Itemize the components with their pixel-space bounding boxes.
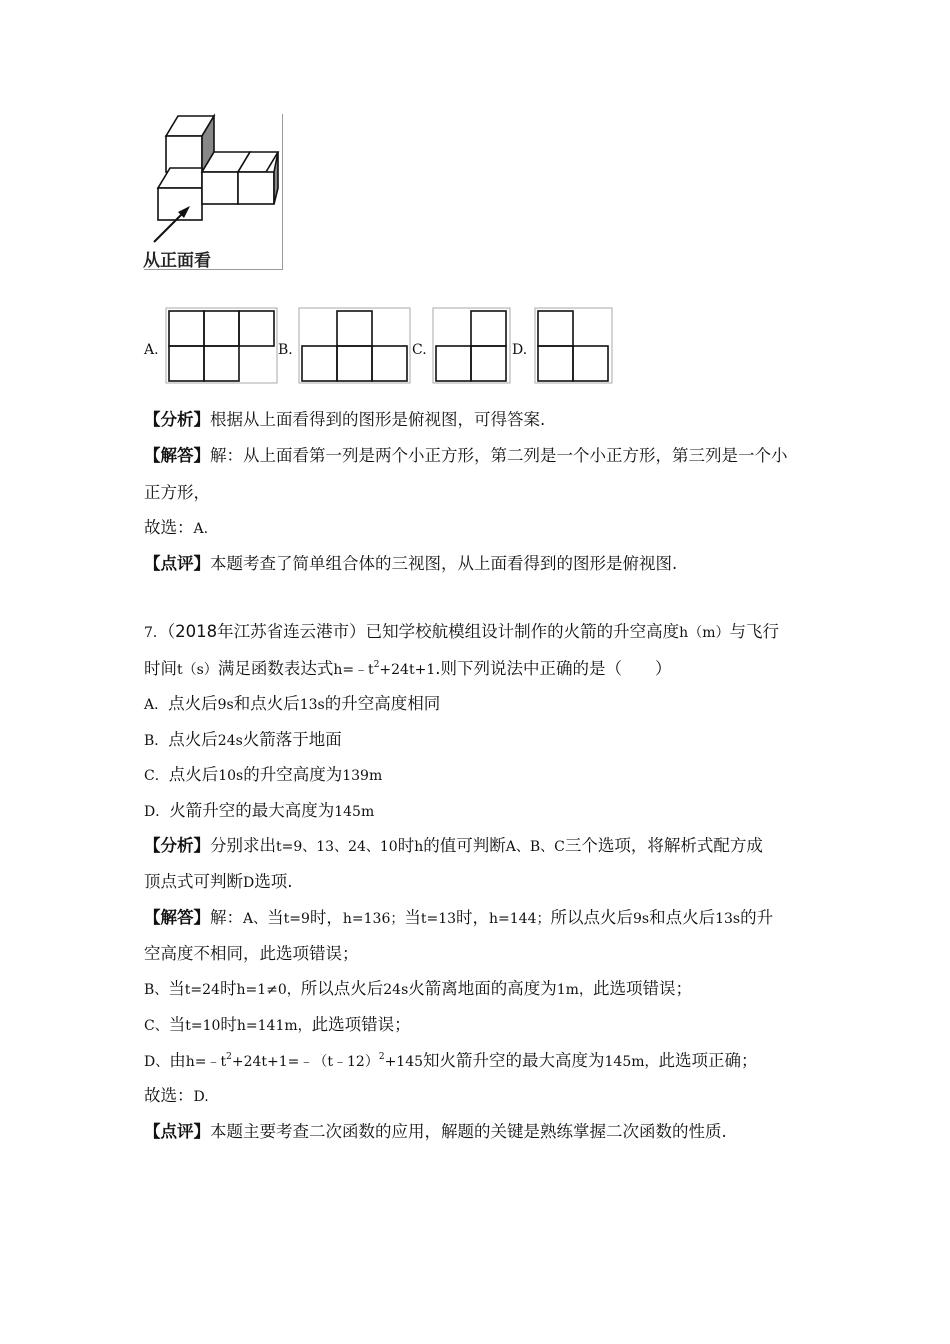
q7-s4-formula	[186, 1054, 423, 1070]
q6-answer-text-1: 解：从上面看第一列是两个小正方形，第二列是一个小正方形，第三列是一个小	[210, 446, 788, 465]
q6-comment	[144, 554, 677, 574]
q7-option-b-letter: B．	[144, 733, 169, 749]
q7-s4-exponent-2: 2	[378, 1052, 385, 1062]
q7-s3-text-a: C、	[144, 1018, 169, 1034]
q7-s4-formula-3: +145	[384, 1054, 424, 1070]
q7-s4-formula-2: +24t+1=﹣（t﹣12）	[231, 1054, 379, 1070]
q7-s1-text-c: 当	[267, 908, 284, 927]
q7-s1-text-a: 解：	[210, 908, 243, 927]
q7-choose-label: 故选：	[144, 1086, 194, 1105]
q7-analysis-line2	[144, 872, 292, 893]
q7-stem-text-1: （2018年江苏省连云港市）已知学校航模组设计制作的火箭的升空高度	[166, 622, 680, 641]
q7-answer-tag: 【解答】	[144, 908, 210, 927]
q7-answer-step1	[144, 908, 773, 929]
q7-s2-text-e: h=1≠0，	[236, 982, 301, 998]
q7-s1-text-e: 时，	[309, 908, 343, 927]
q7-answer-step4	[144, 1051, 758, 1072]
q7-number: 7．	[144, 625, 167, 641]
q7-answer-step3	[144, 1015, 411, 1036]
q7-analysis-line1	[144, 836, 763, 857]
q7-option-d-text: 火箭升空的最大高度为	[169, 801, 335, 820]
q7-s4-text-f: 知火箭升空的最大高度为	[423, 1051, 605, 1070]
q7-analysis-tag: 【分析】	[144, 836, 210, 855]
q7-s3-text-d: 时	[220, 1015, 237, 1034]
q7-s2-text-f: 所以点火后	[300, 979, 384, 998]
q7-option-d	[144, 801, 374, 822]
q7-s1-text-g: 当	[404, 908, 421, 927]
q7-formula-part-1: h=﹣t	[333, 662, 374, 678]
q7-option-a-text-1: 点火后	[168, 694, 218, 713]
q7-s2-text-b: 当	[168, 979, 185, 998]
q7-analysis-text-2: 时	[397, 836, 415, 855]
q7-analysis-text-6: 选项.	[254, 872, 293, 891]
q7-s1-text-h: t=13	[420, 911, 457, 927]
q7-option-b-text-2: 火箭落于地面	[242, 730, 342, 749]
q7-stem-line2	[144, 659, 671, 680]
q7-option-a-text-3: 的升空高度相同	[324, 694, 441, 713]
q7-analysis-text-3: 的值可判断	[423, 836, 506, 855]
q7-option-b-text-1: 点火后	[168, 730, 218, 749]
q7-option-c-value-2: 139m	[342, 768, 383, 784]
q7-s4-exponent-1: 2	[226, 1052, 232, 1062]
q7-stem-var-h: h（m）	[679, 625, 730, 641]
q7-analysis-option-d: D	[243, 875, 255, 891]
q7-answer-step1-line2: 空高度不相同，此选项错误；	[144, 944, 359, 963]
q7-option-a-text-2: 和点火后	[233, 694, 300, 713]
q7-s1-text-i: 时，	[456, 908, 490, 927]
q6-choose-value: A.	[193, 521, 209, 537]
q7-comment-text: 本题主要考查二次函数的应用，解题的关键是熟练掌握二次函数的性质.	[210, 1122, 727, 1141]
q6-comment-tag: 【点评】	[144, 554, 210, 573]
q7-s1-text-n: 13s	[715, 911, 741, 927]
q7-s1-text-f: h=136；	[342, 911, 405, 927]
q7-s2-text-h: 火箭离地面的高度为	[408, 979, 557, 998]
q7-s2-text-i: 1m，	[556, 982, 593, 998]
q7-choose	[144, 1086, 209, 1107]
q7-s1-text-j: h=144；	[489, 911, 551, 927]
option-a-letter: A.	[144, 342, 159, 358]
q7-formula	[333, 662, 435, 678]
q6-choose	[144, 518, 208, 539]
q7-comment-tag: 【点评】	[144, 1122, 210, 1141]
option-b-letter: B.	[278, 342, 293, 358]
q7-option-a	[144, 694, 440, 715]
q7-s1-text-l: 9s	[633, 911, 650, 927]
q7-s3-text-b: 当	[168, 1015, 186, 1034]
q7-s2-text-g: 24s	[383, 982, 409, 998]
q7-s1-text-b: A、	[243, 911, 268, 927]
q7-option-d-letter: D．	[144, 804, 170, 820]
q7-analysis-text-1: 分别求出	[210, 836, 276, 855]
figure-caption: 从正面看	[143, 251, 211, 271]
q7-formula-part-2: +24t+1	[379, 662, 436, 678]
q7-analysis-values: t=9、13、24、10	[276, 839, 398, 855]
option-a-figure	[166, 308, 278, 384]
q7-option-c-text-1: 点火后	[168, 765, 219, 784]
q7-option-a-letter: A．	[144, 697, 169, 713]
q7-s2-text-j: 此选项错误；	[592, 979, 692, 998]
q6-analysis	[144, 410, 545, 430]
q7-analysis-var-h: h	[414, 839, 424, 855]
option-d-letter: D.	[512, 342, 528, 358]
q7-s1-text-o: 的升	[740, 908, 774, 927]
q7-s4-text-h: 此选项正确；	[658, 1051, 758, 1070]
q7-stem-text-2: 与飞行	[729, 622, 779, 641]
q7-s1-text-k: 所以点火后	[550, 908, 633, 927]
q7-stem-text-5: .则下列说法中正确的是（ ）	[435, 659, 672, 678]
q7-option-c-text-2: 的升空高度为	[243, 765, 343, 784]
q7-comment	[144, 1122, 727, 1142]
q7-s2-text-a: B、	[144, 982, 169, 998]
q7-option-a-value-2: 13s	[299, 697, 325, 713]
q7-option-b	[144, 730, 342, 751]
option-b-figure	[299, 308, 411, 384]
q7-s2-text-d: 时	[219, 979, 237, 998]
q7-stem-text-4: 满足函数表达式	[217, 659, 334, 678]
q6-comment-text: 本题考查了简单组合体的三视图，从上面看得到的图形是俯视图.	[210, 554, 678, 573]
q7-stem-text-3: 时间	[144, 659, 177, 678]
q7-analysis-options: A、B、C	[505, 839, 565, 855]
option-d-figure	[535, 308, 613, 384]
option-c-figure	[433, 308, 511, 384]
q7-option-b-value: 24s	[217, 733, 243, 749]
q7-analysis-text-4: 三个选项，将解析式配方成	[564, 836, 763, 855]
q7-option-c	[144, 765, 382, 786]
q7-s3-text-f: 此选项错误；	[311, 1015, 411, 1034]
q7-s1-text-d: t=9	[283, 911, 310, 927]
q6-answer-line1	[144, 446, 788, 466]
q7-s4-text-g: 145m，	[604, 1054, 659, 1070]
q7-option-c-value-1: 10s	[218, 768, 244, 784]
q7-formula-exponent: 2	[373, 660, 380, 670]
q7-s4-text-b: 由	[169, 1051, 186, 1070]
q6-answer-tag: 【解答】	[144, 446, 210, 465]
q7-stem-var-t: t（s）	[177, 662, 218, 678]
q6-analysis-text: 根据从上面看得到的图形是俯视图，可得答案.	[210, 410, 546, 429]
q6-analysis-tag: 【分析】	[144, 410, 210, 429]
q7-s3-text-e: h=141m，	[236, 1018, 312, 1034]
q7-analysis-text-5: 顶点式可判断	[144, 872, 243, 891]
q7-s4-text-a: D、	[144, 1054, 170, 1070]
q7-s4-formula-1: h=﹣t	[185, 1054, 227, 1070]
q7-option-c-letter: C．	[144, 768, 169, 784]
q7-stem-line1	[144, 622, 779, 643]
q7-option-d-value: 145m	[334, 804, 375, 820]
cube-stack-figure	[144, 114, 282, 264]
q7-s3-text-c: t=10	[185, 1018, 221, 1034]
q7-choose-value: D.	[193, 1089, 209, 1105]
q7-option-a-value-1: 9s	[217, 697, 234, 713]
q7-s1-text-m: 和点火后	[649, 908, 716, 927]
q6-answer-line2: 正方形，	[144, 483, 210, 502]
q7-answer-step2	[144, 979, 692, 1000]
q7-s2-text-c: t=24	[184, 982, 220, 998]
q6-choose-label: 故选：	[144, 518, 194, 537]
option-c-letter: C.	[412, 342, 427, 358]
